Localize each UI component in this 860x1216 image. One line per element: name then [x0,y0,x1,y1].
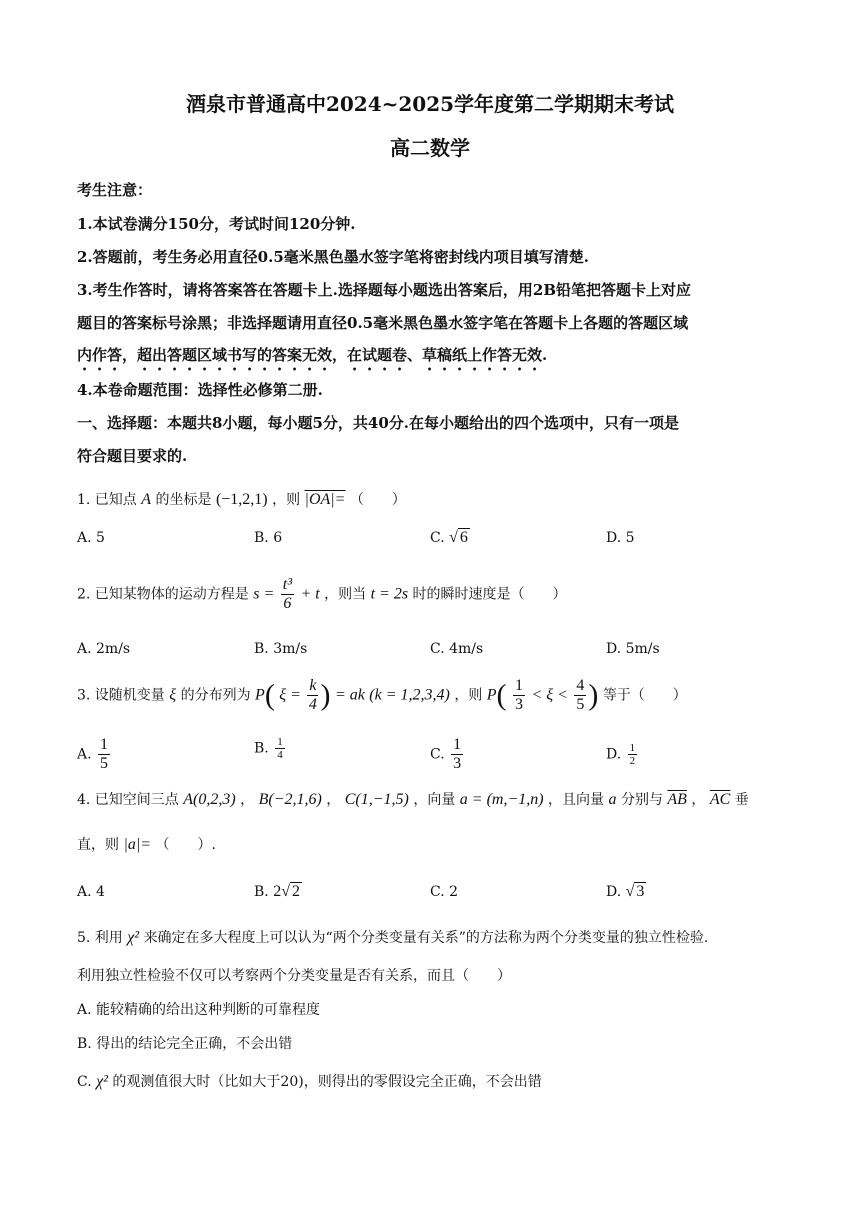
q1-text: 1. 已知点 [77,492,137,508]
q2-text: 2. 已知某物体的运动方程是 [77,586,249,603]
notice-item-3-cont: 题目的答案标号涂黑；非选择题请用直径0.5毫米黑色墨水签字笔在答题卡上各题的答题区域 [77,314,689,332]
q4-vector-a: a = (m,−1,n) [459,791,544,808]
q1-coord: (−1,2,1) [215,491,268,508]
q1-text: ，则 [272,492,301,508]
q2-frac-num: t³ [282,576,292,593]
q3-text: 3. 设随机变量 [77,687,165,704]
notice-heading: 考生注意： [77,181,153,199]
q4-option-b-coef: 2 [273,883,282,900]
q4-vec-a-ref: a [608,791,617,808]
q3-p2: P [486,686,497,704]
q4-option-b-root: 2 [291,883,300,900]
q2-option-d: D. 5m/s [606,641,660,657]
q2-t-value: t = 2s [370,585,409,603]
q3-option-c-den: 3 [453,755,462,772]
q1-option-d: D. 5 [606,530,635,546]
q1-option-a: A. 5 [77,530,105,546]
notice-item-2: 2.答题前，考生务必用直径0.5毫米黑色墨水签字笔将密封线内项目填写清楚. [77,248,589,266]
q4-option-d: D. √ 3 [606,883,645,900]
q3-p: P [255,686,265,704]
q3-option-d-num: 1 [629,742,636,754]
q3-frac-k4 [307,677,318,714]
q1-option-b: B. 6 [254,530,283,546]
question-2 [77,576,567,613]
q2-fraction [281,576,294,613]
q3-frac-3: 3 [515,696,523,713]
q4-point-a: A(0,2,3) [183,791,236,808]
question-4-cont [77,835,216,855]
q4-sep: ， [326,792,341,808]
q3-option-d-den: 2 [629,755,636,767]
q4-point-b: B(−2,1,6) [258,791,322,808]
q4-sep: ， [691,792,706,808]
q3-ineq: < ξ < [531,686,568,704]
question-5-cont: 利用独立性检验不仅可以考察两个分类变量是否有关系，而且（ ） [77,968,511,984]
q4-text: ，且向量 [548,792,605,808]
q4-option-b-label: B. [254,884,269,900]
q4-text: 垂 [734,792,749,808]
q3-option-d-label: D. [606,746,622,763]
q2-eq-tail: + t [300,585,320,603]
question-1 [77,490,406,510]
question-5 [77,928,708,948]
q5-option-c-text: 的观测值很大时（比如大于20)，则得出的零假设完全正确，不会出错 [112,1074,542,1090]
q4-abs-a: |a|= [123,836,152,853]
q3-option-b-den: 4 [277,749,283,761]
q4-text: 直，则 [77,837,119,853]
q3-option-c-label: C. [430,746,445,763]
q3-eq-mid: = ak [334,686,365,704]
q4-option-b: B. 2√ 2 [254,883,300,900]
q2-frac-den: 6 [283,595,292,612]
q4-option-a: A. 4 [77,884,105,900]
notice-item-1: 1.本试卷满分150分，考试时间120分钟. [77,215,356,233]
q3-option-d [606,742,639,767]
exam-subtitle: 高二数学 [390,136,470,160]
q2-option-a: A. 2m/s [77,641,131,657]
q3-option-a-label: A. [77,746,92,763]
q1-option-c: C. √ 6 [430,529,468,546]
q3-frac-45 [574,677,586,714]
q3-option-a [77,736,112,773]
q5-option-b: B. 得出的结论完全正确，不会出错 [77,1036,293,1052]
q3-text: 的分布列为 [180,687,251,704]
q1-blank: （ ） [349,492,406,508]
q4-text: ，向量 [413,792,456,808]
q1-text: 的坐标是 [155,492,212,508]
q3-frac-5: 5 [576,696,585,713]
q5-text: 来确定在多大程度上可以认为“两个分类变量有关系”的方法称为两个分类变量的独立性检验. [143,930,709,946]
q1-option-c-label: C. [430,530,445,546]
section-heading-cont: 符合题目要求的. [77,447,188,465]
exam-title: 酒泉市普通高中2024~2025学年度第二学期期末考试 [185,92,675,116]
q4-option-c: C. 2 [430,884,459,900]
q3-option-b-label: B. [254,740,269,757]
q4-option-d-label: D. [606,884,622,900]
q3-frac-k: k [309,677,317,694]
q4-vector-ac: $\overline{AC}$ [709,791,731,808]
q3-frac-13 [513,677,525,714]
q2-eq-lhs: s = [253,585,275,603]
question-4 [77,790,749,810]
q4-blank: （ ）. [155,837,216,853]
q3-option-a-den: 5 [100,755,109,772]
q3-option-c-num: 1 [453,736,462,753]
q4-option-d-root: 3 [636,883,645,900]
q1-var-a: A [141,491,152,508]
q3-xi: ξ [169,686,177,704]
q5-option-c [77,1072,542,1092]
q3-option-b [254,736,287,761]
q5-option-c-label: C. [77,1074,92,1090]
q2-text: ，则当 [324,586,367,603]
q4-sep: ， [240,792,255,808]
q5-chi-squared: χ² [127,929,140,946]
q3-option-b-num: 1 [277,736,283,748]
notice-item-3: 3.考生作答时，请将答案答在答题卡上.选择题每小题选出答案后，用2B铅笔把答题卡上对应 [77,281,692,299]
q4-text: 分别与 [620,792,663,808]
q1-option-c-root: 6 [459,529,468,546]
q3-frac-4n: 4 [576,677,585,694]
q1-vector-oa: |OA|= [304,491,346,508]
q3-frac-4: 4 [308,696,317,713]
q3-k-range: (k = 1,2,3,4) [369,686,450,704]
q2-option-b: B. 3m/s [254,641,308,657]
q2-text: 时的瞬时速度是（ ） [412,586,567,603]
q5-text: 5. 利用 [77,930,123,946]
q5-option-a: A. 能较精确的给出这种判断的可靠程度 [77,1002,321,1018]
q3-option-c [430,736,465,773]
q3-frac-1: 1 [515,677,523,694]
q2-option-c: C. 4m/s [430,641,484,657]
q4-point-c: C(1,−1,5) [344,791,409,808]
section-heading: 一、选择题：本题共8小题，每小题5分，共40分.在每小题给出的四个选项中，只有一项是 [77,414,679,432]
q3-text: 等于（ ） [602,687,687,704]
q4-vector-ab: $\overline{AB}$ [667,791,687,808]
q3-option-a-num: 1 [100,736,109,753]
notice-item-3-emph: 内作答，超出答题区域书写的答案无效，在试题卷、草稿纸上作答无效. [77,346,548,364]
question-3: 3. 设随机变量 ξ 的分布列为 P( ξ = $\frac{k}{4}$ ) = ak (k = 1,2,3,4) ，则 P( $\frac{1}{3}$ < ξ < $\frac{4}{5}$ ) 等于（ ） [77,677,687,713]
q3-xi-eq: ξ = [279,686,301,704]
q3-text: ，则 [454,687,483,704]
q5-option-c-chi: χ² [96,1073,108,1090]
q4-text: 4. 已知空间三点 [77,792,179,808]
notice-item-4: 4.本卷命题范围：选择性必修第二册. [77,381,323,399]
